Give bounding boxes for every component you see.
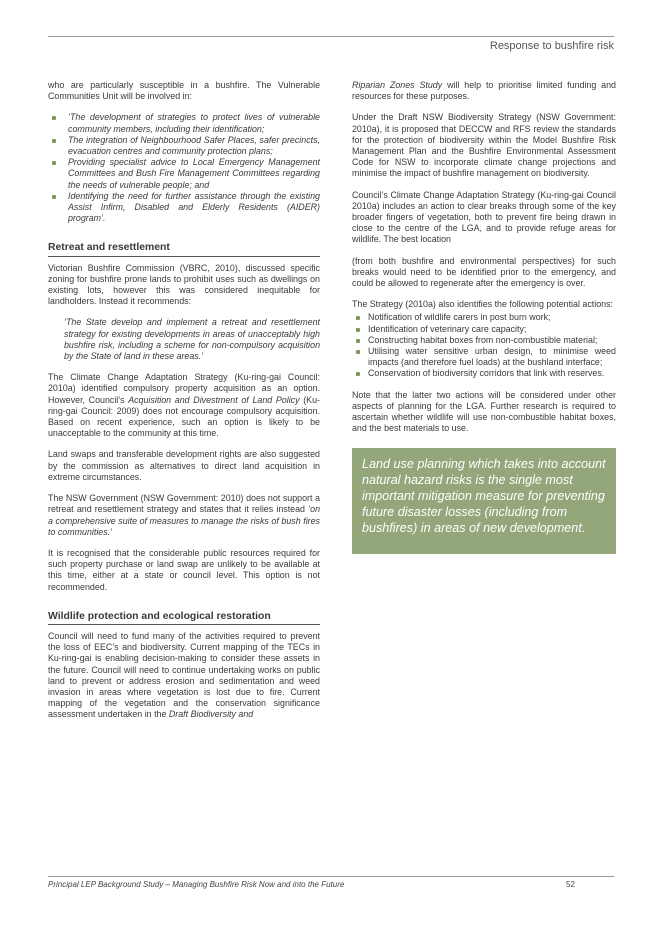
section-heading-retreat: Retreat and resettlement [48, 242, 320, 256]
paragraph: Victorian Bushfire Commission (VBRC, 2010), discussed specific zoning for bushfire prone lands to prohibit uses such as dwellings on existing lots, however this was considered inequitable for landholders. Instead it recommends: [48, 262, 320, 307]
paragraph: Land swaps and transferable development rights are also suggested by the commission as alternatives to direct land acquisition in extreme circumstances. [48, 449, 320, 482]
potential-actions-list [352, 312, 616, 379]
list-item: The integration of Neighbourhood Safer Places, safer precincts, evacuation centres and community protection plans; [48, 135, 320, 157]
list-item: Constructing habitat boxes from non-combustible material; [352, 335, 616, 346]
paragraph: Council’s Climate Change Adaptation Strategy (Ku-ring-gai Council 2010a) includes an action to clear breaks through some of the key broader fingers of vegetation, both to prevent fire being drawn in close to the centre of the LGA, and to provide refuge areas for wildlife. The best location [352, 189, 616, 245]
paragraph: (from both bushfire and environmental perspectives) for such breaks would need to be identified prior to the emergency, and could be allowed to regenerate after the emergency is over. [352, 255, 616, 289]
paragraph: The NSW Government (NSW Government: 2010) does not support a retreat and resettlement strategy and states that it relies instead ‘on a comprehensive suite of measures to manage the risks of bush fires to communities.’ [48, 493, 320, 537]
intro-paragraph: who are particularly susceptible in a bushfire. The Vulnerable Communities Unit will be involved in: [48, 80, 320, 102]
footer-title: Principal LEP Background Study – Managing Bushfire Risk Now and into the Future [48, 880, 345, 889]
block-quote: ‘The State develop and implement a retreat and resettlement strategy for existing developments in areas of unacceptably high bushfire risk, including a scheme for non-compulsory acquisition by the State of land in these areas.’ [64, 317, 320, 362]
right-column [352, 80, 616, 554]
paragraph: Council will need to fund many of the activities required to prevent the loss of EEC’s and biodiversity. Current mapping of the TECs in Ku-ring-gai is enabling decision-making to consider these assets in the future. Council will need to continue undertaking works on public land to prevent or address erosion and sedimentation and weed invasion in areas where vegetation is lost due to fire. Current mapping of the vegetation and the conservation significance assessment undertaken in the Draft Biodiversity and [48, 630, 320, 720]
running-header: Response to bushfire risk [489, 40, 614, 52]
paragraph: Under the Draft NSW Biodiversity Strategy (NSW Government: 2010a), it is proposed that DECCW and RFS review the standards for the protection of biodiversity within the Model Bushfire Risk Management Plan and the Bushfire Environmental Assessment Code for NSW to incorporate climate change projections and minimise the impact of bushfire management on biodiversity. [352, 112, 616, 179]
left-column [48, 80, 320, 731]
section-heading-wildlife: Wildlife protection and ecological restoration [48, 611, 320, 625]
list-item: Providing specialist advice to Local Emergency Management Committees and Bush Fire Management Committees regarding the needs of vulnerable people; and [48, 157, 320, 191]
callout-box: Land use planning which takes into account natural hazard risks is the single most important mitigation measure for preventing future disaster losses (including from bushfires) in areas of new development. [352, 448, 616, 554]
list-item: Conservation of biodiversity corridors that link with reserves. [352, 368, 616, 379]
paragraph: It is recognised that the considerable public resources required for such property purchase or land swap are unlikely to be available at this time, either at a state or council level. This option is not recommended. [48, 547, 320, 592]
header-rule [48, 36, 614, 37]
paragraph: Note that the latter two actions will be considered under other aspects of planning for the LGA. Further research is required to ascertain whether wildlife will use non-combustible habitat boxes, and the best materials to use. [352, 389, 616, 434]
paragraph: The Climate Change Adaptation Strategy (Ku-ring-gai Council: 2010a) identified compulsory property acquisition as an option. However, Council’s Acquisition and Divestment of Land Policy (Ku-ring-gai Council: 2009) does not encourage compulsory acquisition. Based on recent experience, such an option is likely to be unacceptable to the community at this time. [48, 372, 320, 439]
list-item: Identifying the need for further assistance through the existing Assist Infirm, Disabled and Elderly Residents (AIDER) program’. [48, 191, 320, 225]
list-item: Identification of veterinary care capacity; [352, 324, 616, 335]
page-number: 52 [566, 880, 575, 889]
list-item: ‘The development of strategies to protect lives of vulnerable community members, including their identification; [48, 112, 320, 134]
paragraph: The Strategy (2010a) also identifies the following potential actions: [352, 299, 613, 310]
list-item: Utilising water sensitive urban design, to minimise weed impacts (and therefore fuel loads) at the bushland interface; [352, 346, 616, 368]
list-item: Notification of wildlife carers in post burn work; [352, 312, 616, 323]
paragraph: Riparian Zones Study will help to prioritise limited funding and resources for these purposes. [352, 80, 616, 102]
vulnerable-unit-list [48, 112, 320, 224]
footer-rule [48, 876, 614, 877]
